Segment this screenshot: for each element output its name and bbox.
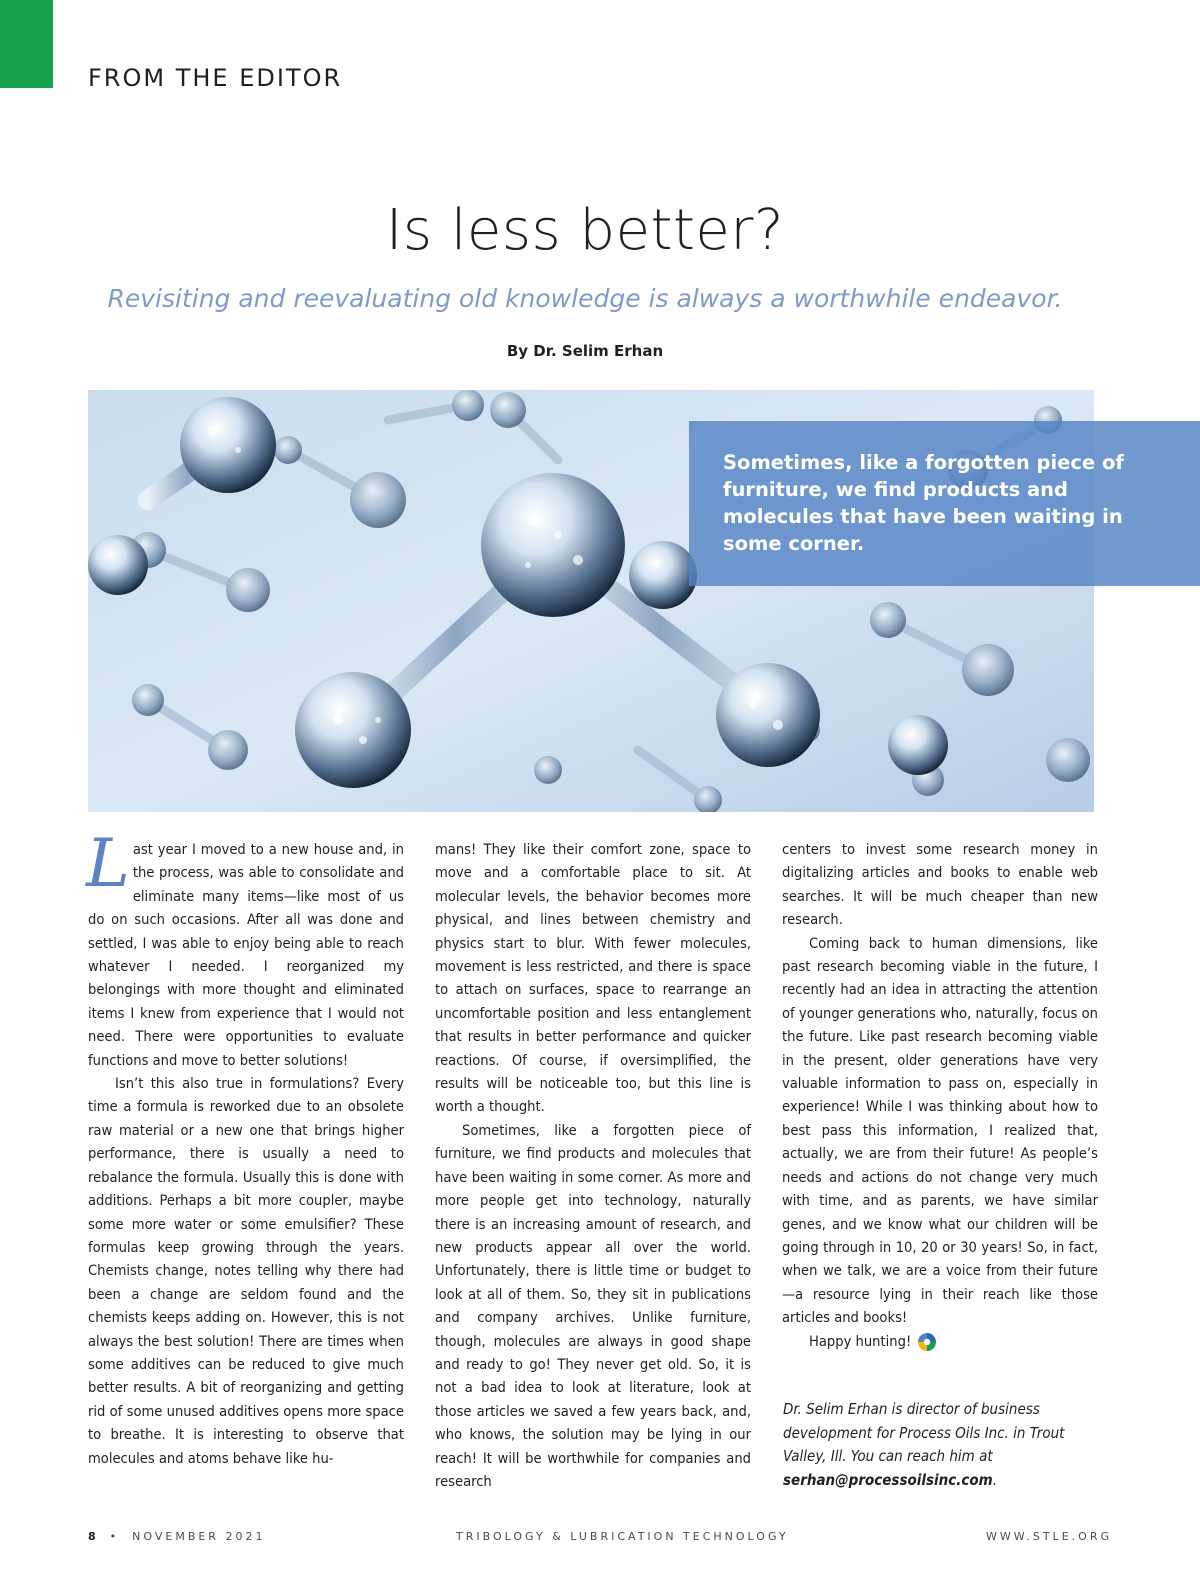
closing-line: Happy hunting! <box>809 1332 912 1350</box>
paragraph-2: Isn’t this also true in formulations? Every time a formula is reworked due to an obsolete raw material or a new one that brings higher performance, there is usually a need to rebalance the formula. Usually this is done with additions. Perhaps a bit more coupler, maybe some more water or some emulsifier? These formulas keep growing through the years. Chemists change, notes telling why there had been a change are seldom found and the chemists keeps adding on. However, this is not always the best solution! There are times when some additives can be reduced to give much better results. A bit of reorganizing and getting rid of some unused additives opens more space to breathe. It is interesting to observe that molecules and atoms behave like hu- <box>88 1075 404 1467</box>
author-bio <box>783 1398 1099 1492</box>
page-number: 8 <box>88 1530 97 1543</box>
author-bio-end: . <box>992 1470 998 1489</box>
article-column-2 <box>435 838 751 1493</box>
article-byline: By Dr. Selim Erhan <box>506 342 664 360</box>
paragraph-3: Sometimes, like a forgotten piece of furniture, we find products and molecules that have been waiting in some corner. As more and more people get into technology, naturally there is an increasing amount of research, and new products appear all over the world. Unfortunately, there is little time or budget to look at all of them. So, they sit in publications and company archives. Unlike furniture, though, molecules are always in good shape and ready to go! They never get old. So, it is not a bad idea to look at literature, look at those articles we saved a few years back, and, who knows, the solution may be lying in our reach! It will be worthwhile for companies and research <box>435 1121 751 1490</box>
paragraph-1 <box>86 825 404 1072</box>
author-email-link[interactable]: serhan@processoilsinc.com <box>783 1470 993 1489</box>
article-column-1 <box>86 825 404 1470</box>
drop-cap: L <box>86 825 130 902</box>
section-color-tab <box>0 0 53 88</box>
paragraph-4: Coming back to human dimensions, like past research becoming viable in the future, I recently had an idea in attracting the attention of younger generations who, naturally, focus on the future. Like past research becoming viable in the present, older generations have very valuable information to pass on, especially in experience! While I was thinking about how to best pass this information, I realized that, actually, we are from their future! As people’s needs and actions do not change very much with time, and as parents, we have similar genes, and we know what our children will be going through in 10, 20 or 30 years! So, in fact, when we talk, we are a voice from their future—a resource lying in their reach like those articles and books! <box>782 934 1098 1327</box>
pull-quote-text: Sometimes, like a forgotten piece of furniture, we find products and molecules that have been waiting in some corner. <box>723 451 1124 555</box>
section-label: FROM THE EDITOR <box>88 64 343 92</box>
stle-end-mark-icon <box>917 1332 937 1352</box>
article-deck: Revisiting and reevaluating old knowledge is always a worthwhile endeavor. <box>107 284 1063 313</box>
paragraph-5 <box>782 1330 1098 1353</box>
article-column-3 <box>782 838 1098 1353</box>
paragraph-2-continued: mans! They like their comfort zone, space to move and a comfortable place to sit. At molecular levels, the behavior becomes more physical, and lines between chemistry and physics start to blur. With fewer molecules, movement is less restricted, and there is space to attach on surfaces, space to rearrange an uncomfortable position and less entanglement that results in better performance and quicker reactions. Of course, if oversimplified, the results will be noticeable too, but this line is worth a thought. <box>435 841 751 1116</box>
author-bio-text: Dr. Selim Erhan is director of business development for Process Oils Inc. in Trout Valley, Ill. You can reach him at <box>783 1400 1065 1465</box>
pull-quote <box>689 421 1200 586</box>
publication-name: TRIBOLOGY & LUBRICATION TECHNOLOGY <box>456 1530 789 1543</box>
article-headline: Is less better? <box>385 198 785 263</box>
paragraph-1-text: ast year I moved to a new house and, in the process, was able to consolidate and eliminate many items—like most of us do on such occasions. After all was done and settled, I was able to enjoy being able to reach whatever I needed. I reorganized my belongings with more thought and eliminated items I knew from experience that I would not need. There were opportunities to evaluate functions and move to better solutions! <box>88 841 404 1069</box>
footer-separator: • <box>109 1530 120 1543</box>
issue-date: NOVEMBER 2021 <box>132 1530 266 1543</box>
paragraph-3-continued: centers to invest some research money in digitalizing articles and books to enable web searches. It will be much cheaper than new research. <box>782 841 1098 929</box>
website-url[interactable]: WWW.STLE.ORG <box>986 1530 1112 1543</box>
footer-folio <box>88 1530 265 1543</box>
